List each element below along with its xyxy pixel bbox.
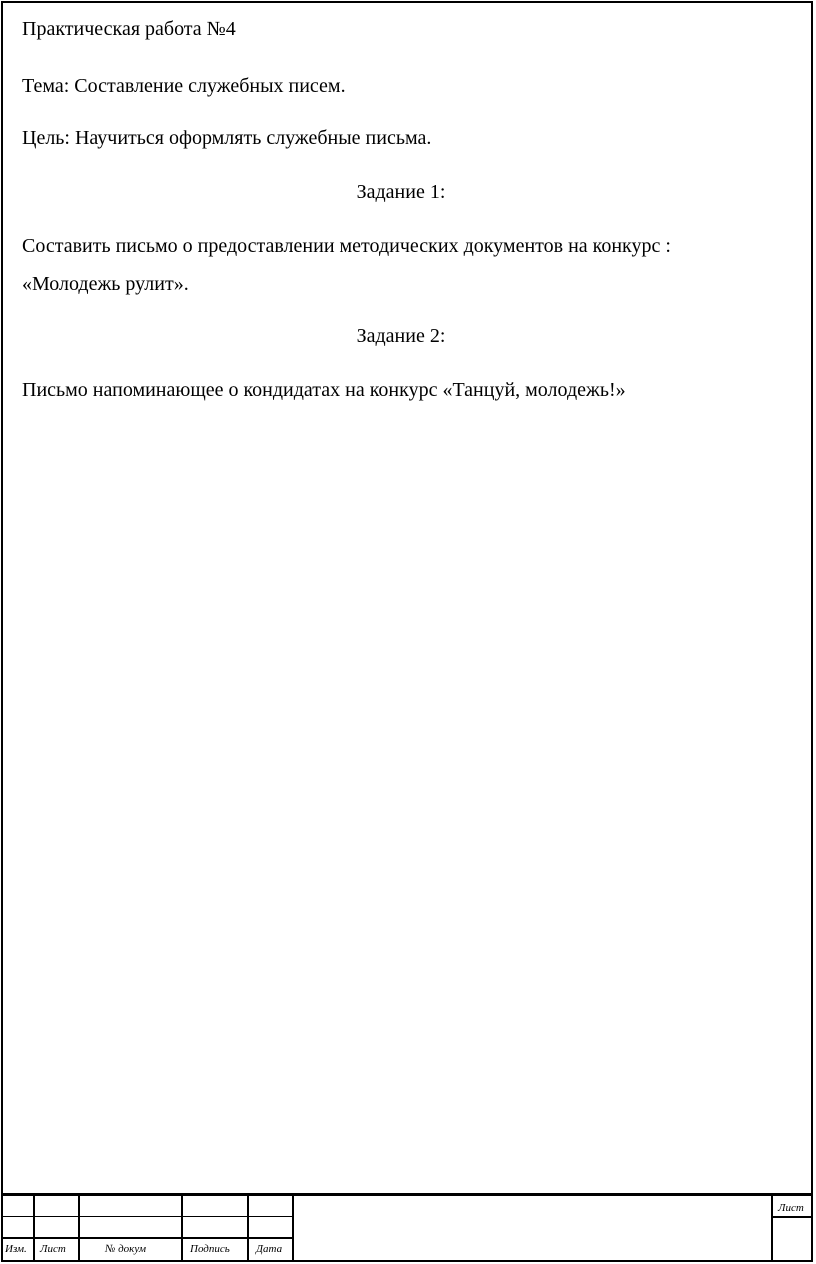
goal-line: Цель: Научиться оформлять служебные письма. (22, 127, 432, 149)
task2-text: Письмо напоминающее о кондидатах на конкурс «Танцуй, молодежь!» (22, 379, 626, 401)
stamp-divider (181, 1196, 183, 1260)
stamp-divider (247, 1196, 249, 1260)
stamp-col-date: Дата (256, 1243, 283, 1255)
stamp-sheet-label: Лист (778, 1202, 804, 1214)
topic-line: Тема: Составление служебных писем. (22, 75, 346, 97)
task1-text-line1: Составить письмо о предоставлении методических документов на конкурс : (22, 235, 671, 257)
stamp-divider (33, 1196, 35, 1260)
task1-text-line2: «Молодежь рулит». (22, 273, 189, 295)
stamp-col-list: Лист (40, 1243, 66, 1255)
stamp-row-line (2, 1237, 292, 1239)
stamp-col-signature: Подпись (190, 1243, 230, 1255)
stamp-row-line (2, 1216, 292, 1217)
task1-heading: Задание 1: (356, 181, 446, 203)
task2-heading: Задание 2: (356, 325, 446, 347)
sheet-row-line (771, 1216, 812, 1218)
stamp-divider (292, 1196, 294, 1260)
stamp-col-doc-number: № докум (105, 1243, 146, 1255)
stamp-divider (771, 1196, 773, 1260)
stamp-divider (78, 1196, 80, 1260)
title-block (2, 1193, 812, 1260)
stamp-col-izm: Изм. (5, 1243, 27, 1255)
practical-work-title: Практическая работа №4 (22, 18, 236, 40)
